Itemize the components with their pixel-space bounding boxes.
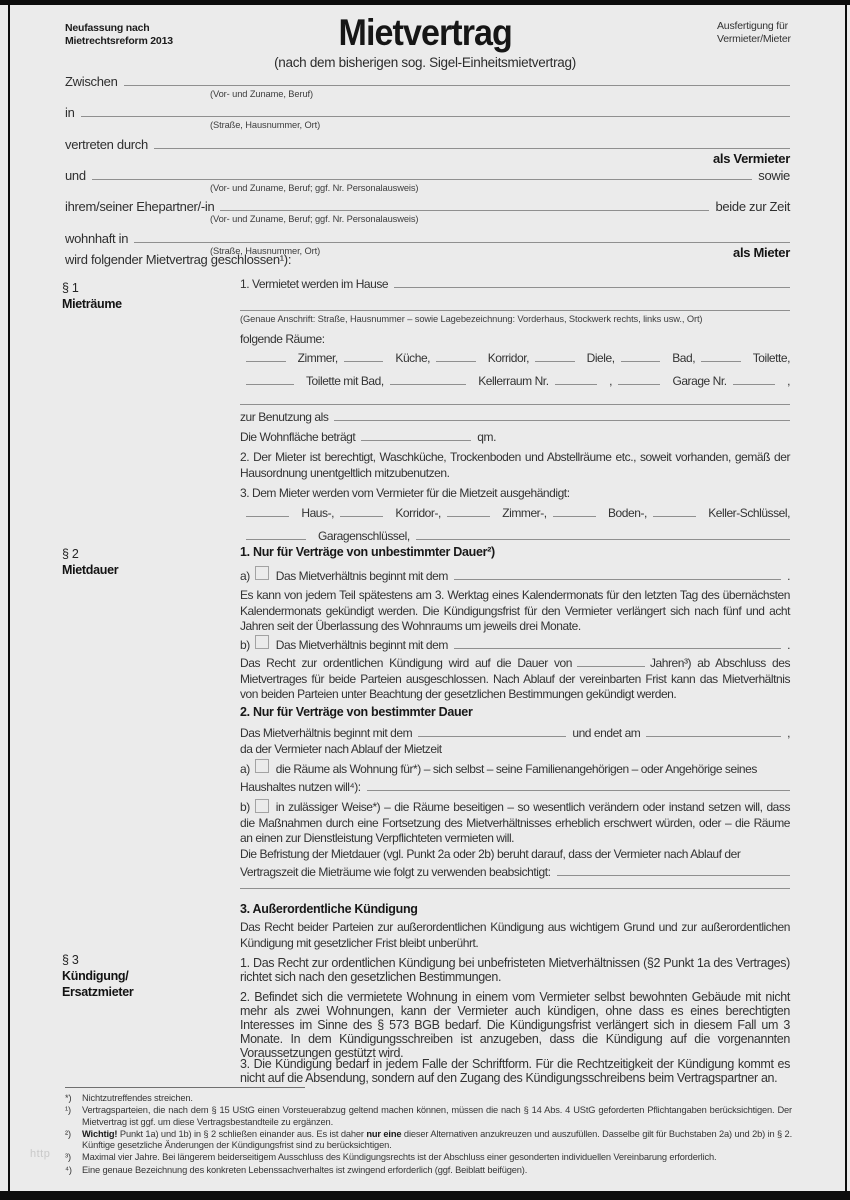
blank-kellerraum-nr[interactable] — [555, 380, 597, 385]
footnote-2-marker: ²) — [65, 1128, 71, 1139]
address-note: (Genaue Anschrift: Straße, Hausnummer – sowie Lagebezeichnung: Vorderhaus, Stockwerk rechts, links usw., Ort) — [240, 314, 703, 324]
blank-keys-extra[interactable] — [416, 535, 790, 540]
keys-row2 — [240, 529, 790, 545]
blank-bad-count[interactable] — [621, 357, 661, 362]
blank-intended-use[interactable] — [557, 871, 791, 876]
copy-line1: Ausfertigung für — [717, 20, 788, 32]
blank-begin-date-1a[interactable] — [454, 575, 781, 580]
s2-para2 — [240, 656, 790, 703]
label-in: in — [65, 105, 75, 120]
s2-para3-line1: Die Befristung der Mietdauer (vgl. Punkt 2a oder 2b) beruht darauf, dass der Vermieter nach Ablauf der — [240, 847, 741, 861]
blank-fixed-end-date[interactable] — [646, 732, 781, 737]
s2-para4: Das Recht beider Parteien zur außerordentlichen Kündigung aus wichtigem Grund und zur außerordentlichen Kündigung mit gesetzlicher Frist bleibt unberührt. — [240, 920, 790, 950]
label-2b: b) — [240, 800, 250, 814]
sublabel-landlord-address: (Straße, Hausnummer, Ort) — [210, 120, 321, 130]
footnote-star-text: Nichtzutreffendes streichen. — [82, 1093, 193, 1103]
s2-option-1a — [240, 566, 790, 585]
text-1a: Das Mietverhältnis beginnt mit dem — [275, 569, 448, 583]
row-represented-by — [65, 137, 790, 167]
label-zwischen: Zwischen — [65, 74, 118, 89]
s2-heading1: 1. Nur für Verträge von unbestimmter Dauer²) — [240, 545, 495, 559]
page-title: Mietvertrag — [338, 12, 512, 53]
checkbox-2b[interactable] — [255, 799, 269, 813]
label-1b: b) — [240, 638, 250, 652]
text-2a-cont: Haushaltes nutzen will⁴): — [240, 780, 361, 794]
text-2b: in zulässiger Weise*) – die Räume beseitigen – so wesentlich verändern oder instand setzen will, dass die Maßnahmen durch eine Fortsetzung des Mietverhältnisses erheblich erschwert würden, oder – die Räume an einen zur Dienstleistung Verpflichteten vermieten will. — [240, 800, 790, 845]
footnote-4-text: Eine genaue Bezeichnung des konkreten Lebenssachverhaltes ist zwingend erforderlich (ggf. Beiblatt beifügen). — [82, 1164, 528, 1175]
page-subtitle: (nach dem bisherigen sog. Sigel-Einheitsmietvertrag) — [274, 55, 576, 70]
frame-left — [8, 5, 10, 1191]
blank-begin-date-1b[interactable] — [454, 644, 781, 649]
label-vertreten-durch: vertreten durch — [65, 137, 148, 152]
copy-line2: Vermieter/Mieter — [717, 33, 791, 45]
label-garage-nr: Garage Nr. — [672, 374, 727, 388]
sublabel-tenant-name: (Vor- und Zuname, Beruf; ggf. Nr. Personalausweis) — [210, 183, 419, 193]
area-row — [240, 430, 790, 446]
period-1a: . — [787, 569, 790, 583]
label-2a: a) — [240, 762, 250, 776]
label-wohnflaeche: Die Wohnfläche beträgt — [240, 430, 356, 444]
checkbox-1a[interactable] — [255, 566, 269, 580]
footnote-2-text — [82, 1129, 792, 1152]
footnote-3 — [65, 1152, 792, 1163]
blank-representative[interactable] — [154, 144, 790, 149]
blank-landlord-name[interactable] — [124, 81, 790, 86]
section1-name: Mieträume — [62, 297, 122, 311]
checkbox-1b[interactable] — [255, 635, 269, 649]
label-und: und — [65, 168, 86, 183]
s3-item3: 3. Die Kündigung bedarf in jedem Falle der Schriftform. Für die Rechtzeitigkeit der Kündigung kommt es nicht auf die Absendung, sondern auf den Zugang des Kündigungsschreibens beim Vertragspartner an. — [240, 1057, 790, 1085]
s2-option-2a — [240, 759, 790, 778]
section3-name-line2: Ersatzmieter — [62, 985, 134, 999]
watermark-text: http — [30, 1148, 51, 1160]
section2-label — [62, 546, 118, 578]
house-row — [240, 277, 790, 293]
blank-area-qm[interactable] — [361, 436, 471, 441]
label-kueche: Küche, — [395, 351, 431, 365]
section3-label — [62, 952, 133, 1000]
row-spouse-name — [65, 199, 790, 229]
frame-right — [845, 5, 847, 1191]
blank-tenant-address[interactable] — [134, 238, 790, 243]
label-keller-key: Keller-Schlüssel, — [708, 506, 790, 520]
blank-korridor-count[interactable] — [436, 357, 476, 362]
comma-fixed: , — [787, 726, 790, 740]
blank-korridor-key[interactable] — [340, 512, 383, 517]
footnotes — [65, 1092, 792, 1176]
footnote-2-bold2: nur eine — [366, 1128, 402, 1139]
edition-line1: Neufassung nach — [65, 22, 150, 34]
label-korridor: Korridor, — [487, 351, 529, 365]
keys-row1 — [240, 506, 790, 522]
s2-para2-part1: Das Recht zur ordentlichen Kündigung wird auf die Dauer von — [240, 656, 572, 670]
section2-num: § 2 — [62, 547, 79, 561]
footnote-star — [65, 1093, 792, 1104]
sublabel-tenant-address: (Straße, Hausnummer, Ort) — [210, 246, 321, 256]
comma: , — [787, 374, 791, 388]
row-tenant-name — [65, 168, 790, 198]
section3-name-line1: Kündigung/ — [62, 969, 129, 983]
s2-para2-part2: Jahren³) ab Abschluss des Mietvertrages für beide Parteien ausgeschlossen. Nach Ablauf der vereinbarten Frist kann das Mietverhältnis von beiden Parteien unter Beachtung der gesetzlichen Bestimmungen gekündigt werden. — [240, 656, 790, 701]
blank-house-line2[interactable] — [240, 296, 790, 311]
rooms-row2 — [240, 374, 790, 390]
label-zimmer-key: Zimmer-, — [502, 506, 547, 520]
comma: , — [609, 374, 612, 388]
blank-zimmer-count[interactable] — [246, 357, 286, 362]
sublabel-landlord-name: (Vor- und Zuname, Beruf) — [210, 89, 314, 99]
label-zur-benutzung: zur Benutzung als — [240, 410, 329, 424]
blank-kueche-count[interactable] — [344, 357, 384, 362]
edition-line2: Mietrechtsreform 2013 — [65, 35, 173, 47]
footnote-2-seg1: Punkt 1a) und 1b) in § 2 schließen einander aus. Es ist daher — [117, 1128, 367, 1139]
section3-num: § 3 — [62, 953, 79, 967]
period-1b: . — [787, 638, 790, 652]
blank-garage-nr[interactable] — [733, 380, 775, 385]
label-toilette: Toilette, — [752, 351, 791, 365]
contract-closing-line: wird folgender Mietvertrag geschlossen¹): — [65, 252, 292, 267]
label-zimmer: Zimmer, — [297, 351, 338, 365]
footnote-1-text: Vertragsparteien, die nach dem § 15 UStG einen Vorsteuerabzug geltend machen können, müssen die nach § 14 Abs. 4 UStG geforderten Pflichtangaben berücksichtigen. Der Mietvertrag ist ggf. um diese Vertragsbestandteile zu ergänzen. — [82, 1105, 792, 1127]
label-haus-key: Haus-, — [301, 506, 335, 520]
blank-toilette-count[interactable] — [701, 357, 741, 362]
label-vermietet-im-hause: 1. Vermietet werden im Hause — [240, 277, 389, 291]
footnote-star-marker: *) — [65, 1093, 72, 1103]
blank-kellerraum-count[interactable] — [390, 380, 466, 385]
blank-years-exclusion[interactable] — [577, 656, 645, 667]
text-beide-zur-zeit: beide zur Zeit — [715, 199, 790, 214]
blank-boden-key[interactable] — [553, 512, 596, 517]
label-garagen-key: Garagenschlüssel, — [318, 529, 410, 543]
blank-household-use[interactable] — [367, 786, 790, 791]
row-landlord-address — [65, 105, 790, 135]
frame-top — [0, 0, 850, 5]
blank-garage-count[interactable] — [618, 380, 660, 385]
text-intended-use: Vertragszeit die Mieträume wie folgt zu verwenden beabsichtigt: — [240, 865, 551, 879]
label-diele: Diele, — [586, 351, 615, 365]
sublabel-spouse-name: (Vor- und Zuname, Beruf; ggf. Nr. Personalausweis) — [210, 214, 419, 224]
rooms-row1 — [240, 351, 790, 367]
section2-name: Mietdauer — [62, 563, 119, 577]
label-boden-key: Boden-, — [608, 506, 647, 520]
section1-num: § 1 — [62, 281, 79, 295]
s2-heading2: 2. Nur für Verträge von bestimmter Dauer — [240, 705, 473, 719]
footnote-3-marker: ³) — [65, 1152, 71, 1163]
label-fixed-begin: Das Mietverhältnis beginnt mit dem — [240, 726, 413, 740]
s3-item2: 2. Befindet sich die vermietete Wohnung in einem vom Vermieter selbst bewohnten Gebäude mit nicht mehr als zwei Wohnungen, kann der Vermieter auch kündigen, ohne dass es eines berechtigten Interesses im Sinne des § 573 BGB bedarf. Die Kündigungsfrist verlängert sich in diesem Fall um 3 Monate. In dem Kündigungsschreiben ist anzugeben, dass die Kündigung auf die vorgenannten Voraussetzungen gestützt wird. — [240, 990, 790, 1060]
blank-landlord-address[interactable] — [81, 112, 790, 117]
s2-para1: Es kann von jedem Teil spätestens am 3. Werktag eines Kalendermonats für den letzten Tag des übernächsten Kalendermonats gekündigt werden. Die Kündigungsfrist für den Vermieter verlängert sich nach fünf und acht Jahren seit der Überlassung des Wohnraums um jeweils drei Monate. — [240, 588, 790, 633]
frame-bottom — [0, 1191, 850, 1200]
blank-usage[interactable] — [334, 416, 790, 421]
blank-keller-key[interactable] — [653, 512, 696, 517]
footnote-2-seg2: dieser Alternativen anzukreuzen und auszufüllen. Dasselbe gilt für Buchstaben 2a) und 2b) in § 2. Künftige gesetzliche Änderungen der Kündigungsfrist sind zu berücksichtigen. — [82, 1128, 793, 1151]
text-1b: Das Mietverhältnis beginnt mit dem — [275, 638, 448, 652]
blank-intended-use-line2[interactable] — [240, 878, 790, 889]
blank-rooms-extra[interactable] — [240, 392, 790, 405]
footnote-1-marker: ¹) — [65, 1105, 71, 1116]
blank-zimmer-key[interactable] — [447, 512, 490, 517]
footnote-divider — [65, 1087, 305, 1088]
footnote-2-bold1: Wichtig! — [82, 1128, 118, 1139]
label-1a: a) — [240, 569, 250, 583]
checkbox-2a[interactable] — [255, 759, 269, 773]
label-bad: Bad, — [672, 351, 696, 365]
rooms-intro: folgende Räume: — [240, 332, 325, 346]
label-toilette-mit-bad: Toilette mit Bad, — [306, 374, 384, 388]
blank-tenant-name[interactable] — [92, 175, 752, 180]
footnote-4-marker: ⁴) — [65, 1164, 72, 1175]
label-wohnhaft-in: wohnhaft in — [65, 231, 129, 246]
role-als-mieter: als Mieter — [733, 245, 790, 260]
label-ehepartner: ihrem/seiner Ehepartner/-in — [65, 199, 215, 214]
row-landlord-name — [65, 74, 790, 104]
s3-item1: 1. Das Recht zur ordentlichen Kündigung bei unbefristeten Mietverhältnissen (§2 Punkt 1a des Vertrages) richtet sich nach den gesetzlichen Bestimmungen. — [240, 956, 790, 984]
footnote-2 — [65, 1129, 792, 1152]
label-kellerraum-nr: Kellerraum Nr. — [478, 374, 549, 388]
label-qm: qm. — [477, 430, 496, 444]
copy-for-note — [717, 20, 791, 46]
blank-diele-count[interactable] — [535, 357, 575, 362]
blank-fixed-begin-date[interactable] — [418, 732, 566, 737]
label-fixed-end: und endet am — [572, 726, 641, 740]
blank-haus-key[interactable] — [246, 512, 289, 517]
text-2a: die Räume als Wohnung für*) – sich selbst – seine Familienangehörigen – oder Angehörige seines — [275, 762, 757, 776]
label-korridor-key: Korridor-, — [395, 506, 441, 520]
s2-option-2b — [240, 799, 790, 847]
s1-item3: 3. Dem Mieter werden vom Vermieter für die Mietzeit ausgehändigt: — [240, 486, 570, 500]
s1-item2: 2. Der Mieter ist berechtigt, Waschküche, Trockenboden und Abstellräume etc., soweit vorhanden, gemäß der Hausordnung unentgeltlich mitzubenutzen. — [240, 450, 790, 480]
s2-fixed-term-row — [240, 726, 790, 742]
footnote-1 — [65, 1105, 792, 1128]
footnote-3-text: Maximal vier Jahre. Bei längerem beiderseitigem Ausschluss des Kündigungsrechts ist der Abschluss einer gesonderten individuellen Vereinbarung erforderlich. — [82, 1152, 717, 1163]
blank-toilette-bad-count[interactable] — [246, 380, 294, 385]
s2-heading3: 3. Außerordentliche Kündigung — [240, 902, 418, 916]
usage-row — [240, 410, 790, 426]
s2-option-1b — [240, 635, 790, 654]
blank-spouse-name[interactable] — [220, 206, 709, 211]
section1-label — [62, 280, 122, 312]
footnote-4 — [65, 1165, 792, 1176]
blank-garagen-key[interactable] — [246, 535, 306, 540]
s2-option-2a-cont — [240, 780, 790, 796]
s2-fixed-cont: da der Vermieter nach Ablauf der Mietzeit — [240, 742, 442, 756]
role-als-vermieter: als Vermieter — [712, 151, 790, 166]
blank-house-line1[interactable] — [394, 283, 790, 288]
text-sowie: sowie — [758, 168, 790, 183]
